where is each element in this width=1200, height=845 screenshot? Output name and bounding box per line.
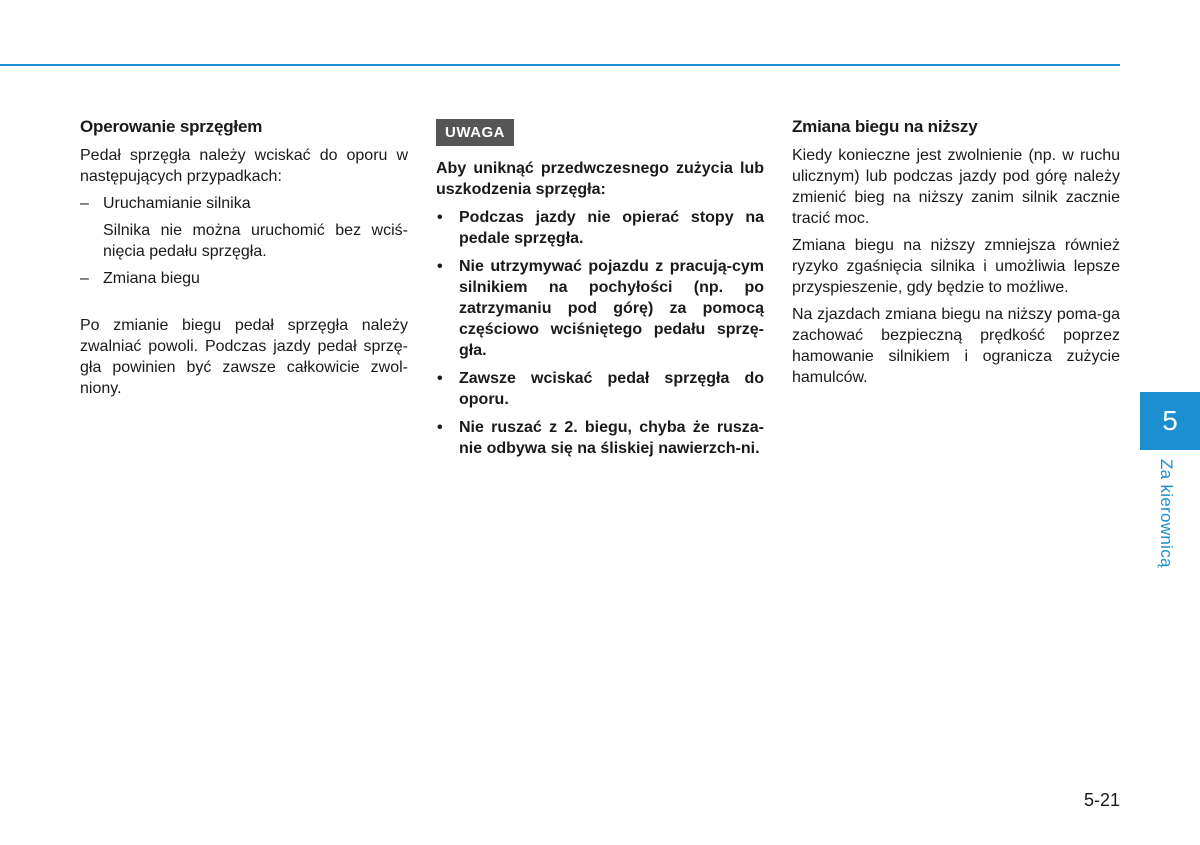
clutch-closing: Po zmianie biegu pedał sprzęgła należy zwalniać powoli. Podczas jazdy pedał sprzę-gła powinien być zawsze całkowicie zwol-niony.: [80, 317, 408, 397]
warning-bullet-text: Zawsze wciskać pedał sprzęgła do oporu.: [459, 370, 764, 408]
warning-column: [436, 116, 764, 466]
warning-bullet: [436, 417, 764, 459]
bullet-dot: •: [437, 370, 443, 387]
clutch-intro: Pedał sprzęgła należy wciskać do oporu w następujących przypadkach:: [80, 147, 408, 185]
warning-bullet: [436, 207, 764, 249]
warning-bullet: [436, 256, 764, 361]
bullet-dot: •: [437, 419, 443, 436]
section-heading-downshift: Zmiana biegu na niższy: [792, 117, 978, 136]
list-item-gear-change: [80, 268, 408, 289]
right-column: [792, 116, 1120, 394]
warning-bullet-text: Nie utrzymywać pojazdu z pracują-cym silnikiem na pochyłości (np. po zatrzymaniu pod górę) za pomocą częściowo wciśniętego pedału sprzę-gła.: [459, 258, 764, 359]
chapter-number: 5: [1162, 405, 1178, 436]
dash-marker: –: [80, 195, 89, 212]
dash-marker: –: [80, 270, 89, 287]
downshift-paragraph: Zmiana biegu na niższy zmniejsza również ryzyko zgaśnięcia silnika i umożliwia lepsze przyspieszenie, gdy będzie to możliwe.: [792, 237, 1120, 296]
page-number: 5-21: [1083, 790, 1120, 810]
bullet-dot: •: [437, 258, 443, 275]
chapter-label: Za kierownicą: [1157, 459, 1176, 568]
warning-bullet-text: Podczas jazdy nie opierać stopy na pedale sprzęgła.: [459, 209, 764, 247]
warning-badge: UWAGA: [436, 119, 514, 146]
list-item-label: Zmiana biegu: [103, 270, 200, 287]
list-item-engine-start: [80, 193, 408, 214]
top-rule: [0, 64, 1120, 66]
left-column: [80, 116, 408, 405]
bullet-dot: •: [437, 209, 443, 226]
section-heading-clutch: Operowanie sprzęgłem: [80, 117, 263, 136]
warning-bullet-text: Nie ruszać z 2. biegu, chyba że rusza-nie odbywa się na śliskiej nawierzch-ni.: [459, 419, 764, 457]
list-item-detail: Silnika nie można uruchomić bez wciś-nięcia pedału sprzęgła.: [103, 222, 408, 260]
downshift-paragraph: Kiedy konieczne jest zwolnienie (np. w ruchu ulicznym) lub podczas jazdy pod górę należy zmienić bieg na niższy zanim silnik zacznie tracić moc.: [792, 147, 1120, 227]
chapter-tab: [1140, 392, 1200, 450]
warning-bullet: [436, 368, 764, 410]
warning-lead: Aby uniknąć przedwczesnego zużycia lub uszkodzenia sprzęgła:: [436, 160, 764, 198]
list-item-label: Uruchamianie silnika: [103, 195, 251, 212]
downshift-paragraph: Na zjazdach zmiana biegu na niższy poma-ga zachować bezpieczną prędkość poprzez hamowanie silnikiem i ogranicza zużycie hamulców.: [792, 306, 1120, 386]
